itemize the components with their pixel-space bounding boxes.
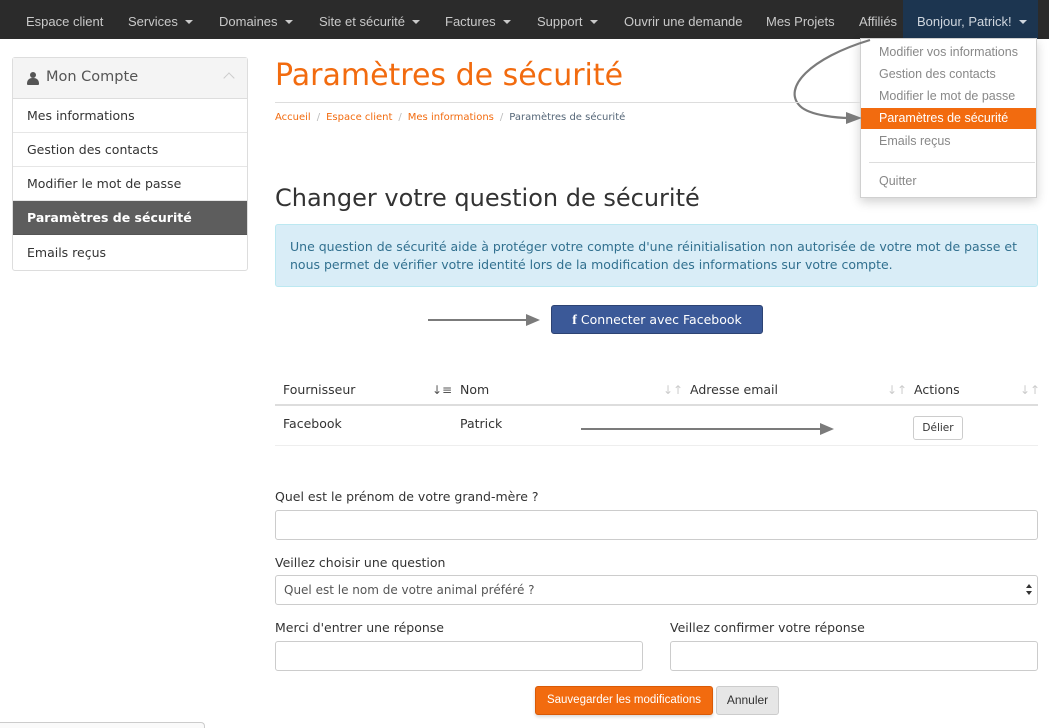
caret-down-icon — [285, 20, 293, 24]
user-menu-toggle[interactable]: Bonjour, Patrick! — [903, 0, 1038, 39]
sidebar-title: Mon Compte — [46, 69, 139, 85]
caret-down-icon — [590, 20, 598, 24]
breadcrumb-mes-informations[interactable]: Mes informations — [407, 112, 494, 123]
breadcrumb: Accueil / Espace client / Mes informations / Paramètres de sécurité — [275, 112, 626, 123]
user-icon — [27, 72, 39, 85]
dropdown-divider — [869, 162, 1035, 163]
sidebar-header[interactable] — [13, 58, 247, 99]
breadcrumb-espace-client[interactable]: Espace client — [326, 112, 393, 123]
sidebar-item-modifier-mot-de-passe[interactable]: Modifier le mot de passe — [13, 167, 247, 201]
answer-input[interactable] — [275, 641, 643, 671]
select-question-label: Veillez choisir une question — [275, 555, 446, 570]
dropdown-item-modifier-mot-de-passe[interactable]: Modifier le mot de passe — [879, 89, 1016, 103]
nav-espace-client[interactable]: Espace client — [26, 14, 104, 29]
cell-provider: Facebook — [283, 416, 342, 431]
nav-mes-projets[interactable]: Mes Projets — [766, 14, 835, 29]
sort-icon[interactable]: ↓↑ — [663, 383, 684, 397]
sort-icon[interactable]: ↓↑ — [1020, 383, 1041, 397]
info-alert: Une question de sécurité aide à protéger votre compte d'une réinitialisation non autorisée de votre mot de passe et nous permet de vérifier votre identité lors de la modification des informations sur votre compte. — [275, 224, 1038, 287]
top-navbar — [0, 0, 1049, 39]
caret-down-icon — [412, 20, 420, 24]
nav-site-securite[interactable]: Site et sécurité — [319, 0, 420, 39]
select-arrows-icon — [1026, 584, 1032, 596]
connect-facebook-button[interactable]: f Connecter avec Facebook — [551, 305, 763, 334]
current-answer-input[interactable] — [275, 510, 1038, 540]
cancel-button[interactable]: Annuler — [716, 686, 779, 715]
column-header-fournisseur[interactable]: Fournisseur — [283, 382, 356, 397]
current-question-label: Quel est le prénom de votre grand-mère ? — [275, 489, 539, 504]
sidebar-item-mes-informations[interactable]: Mes informations — [13, 99, 247, 133]
dropdown-item-gestion-contacts[interactable]: Gestion des contacts — [879, 67, 996, 81]
unlink-button[interactable]: Délier — [913, 416, 963, 440]
column-header-actions[interactable]: Actions — [914, 382, 960, 397]
dropdown-item-parametres-securite[interactable]: Paramètres de sécurité — [861, 108, 1036, 129]
annotation-arrow-head — [526, 314, 540, 326]
sort-asc-icon[interactable]: ↓≡ — [432, 383, 453, 397]
caret-down-icon — [185, 20, 193, 24]
chevron-up-icon[interactable] — [223, 72, 234, 83]
table-header-divider — [275, 404, 1038, 406]
sidebar-item-gestion-contacts[interactable]: Gestion des contacts — [13, 133, 247, 167]
cell-name: Patrick — [460, 416, 503, 431]
breadcrumb-current: Paramètres de sécurité — [509, 112, 626, 123]
nav-support[interactable]: Support — [537, 0, 598, 39]
save-button[interactable]: Sauvegarder les modifications — [535, 686, 713, 715]
window-edge — [0, 722, 205, 728]
title-divider — [275, 102, 860, 103]
dropdown-item-quitter[interactable]: Quitter — [879, 174, 917, 188]
sidebar-item-parametres-securite[interactable]: Paramètres de sécurité — [13, 201, 247, 235]
annotation-arrow-line — [581, 428, 821, 430]
answer-label: Merci d'entrer une réponse — [275, 620, 444, 635]
nav-ouvrir-demande[interactable]: Ouvrir une demande — [624, 14, 743, 29]
annotation-curved-arrow — [780, 38, 900, 128]
column-header-adresse-email[interactable]: Adresse email — [690, 382, 778, 397]
nav-domaines[interactable]: Domaines — [219, 0, 293, 39]
nav-factures[interactable]: Factures — [445, 0, 511, 39]
nav-affilies[interactable]: Affiliés — [859, 14, 898, 29]
table-row-divider — [275, 445, 1038, 446]
sidebar-item-emails-recus[interactable]: Emails reçus — [27, 245, 107, 260]
nav-services[interactable]: Services — [128, 0, 193, 39]
dropdown-item-modifier-informations[interactable]: Modifier vos informations — [879, 45, 1018, 59]
dropdown-item-emails-recus[interactable]: Emails reçus — [879, 134, 951, 148]
annotation-arrow-line — [428, 319, 528, 321]
confirm-answer-input[interactable] — [670, 641, 1038, 671]
caret-down-icon — [1019, 20, 1027, 24]
breadcrumb-accueil[interactable]: Accueil — [275, 112, 311, 123]
annotation-arrow-head — [820, 423, 834, 435]
security-question-select[interactable]: Quel est le nom de votre animal préféré ? — [275, 575, 1038, 605]
section-title: Changer votre question de sécurité — [275, 184, 700, 212]
sort-icon[interactable]: ↓↑ — [887, 383, 908, 397]
facebook-icon: f — [572, 313, 577, 328]
account-sidebar — [12, 57, 248, 271]
confirm-answer-label: Veillez confirmer votre réponse — [670, 620, 865, 635]
caret-down-icon — [503, 20, 511, 24]
page-title: Paramètres de sécurité — [275, 58, 624, 93]
column-header-nom[interactable]: Nom — [460, 382, 490, 397]
